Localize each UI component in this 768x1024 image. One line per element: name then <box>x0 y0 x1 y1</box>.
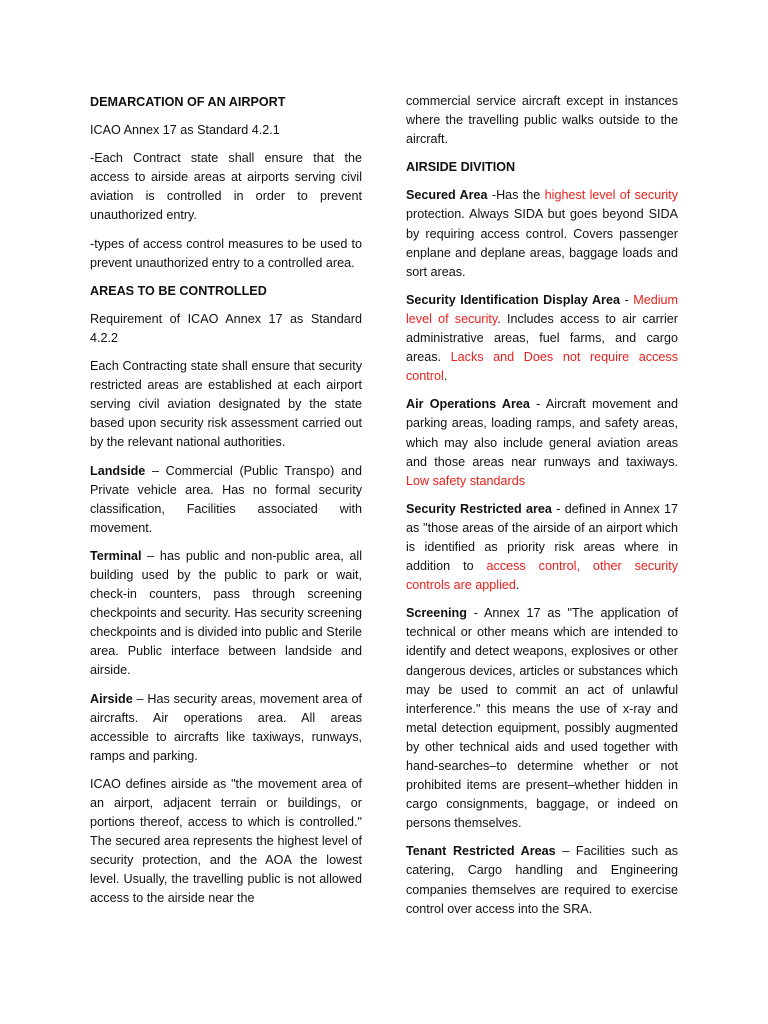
term-aoa: Air Operations Area <box>406 397 530 412</box>
term-screening: Screening <box>406 606 467 621</box>
term-terminal: Terminal <box>90 548 142 563</box>
paragraph-types-measures: -types of access control measures to be used to prevent unauthorized entry to a controlled area. <box>90 236 362 270</box>
paragraph-secured-area <box>406 186 678 281</box>
heading-airside-division: AIRSIDE DIVITION <box>406 160 516 175</box>
paragraph-screening <box>406 604 678 833</box>
term-airside: Airside <box>90 691 133 706</box>
screening-description: - Annex 17 as "The application of technical or other means which are intended to identify and detect weapons, explosives or other dangerous devices, articles or substances which may be used to commit an act of unlawful interference." this means the use of x-ray and metal detection equipment, possibly augmented by other technical aids and used together with hand-searches–to determine whether or not prohibited items are present–whether hidden in cargo consignments, baggage, or indeed on persons themselves. <box>406 606 678 831</box>
paragraph-icao-422: Requirement of ICAO Annex 17 as Standard 4.2.2 <box>90 311 362 345</box>
left-column <box>90 0 362 909</box>
paragraph-sida <box>406 291 678 386</box>
term-secured-area: Secured Area <box>406 188 488 203</box>
paragraph-sra <box>406 500 678 595</box>
sida-dash: - <box>619 292 634 307</box>
term-sra: Security Restricted area <box>406 501 552 516</box>
icao-standard-421: ICAO Annex 17 as Standard 4.2.1 <box>90 123 280 138</box>
paragraph-contract-state: -Each Contract state shall ensure that the access to airside areas at airports serving civil aviation is controlled in order to prevent unauthorized entry. <box>90 151 362 223</box>
sida-description: . Includes access to air carrier administrative areas, fuel farms, and cargo areas. <box>406 311 679 365</box>
aoa-description: - Aircraft movement and parking areas, loading ramps, and safety areas, which may also include general aviation areas and those areas near runways and taxiways. <box>406 397 679 469</box>
airside-description: – Has security areas, movement area of aircrafts. Air operations area. All areas accessible to aircrafts like taxiways, runways, ramps and parking. <box>90 691 362 763</box>
secured-description: protection. Always SIDA but goes beyond SIDA by requiring access control. Covers passenger enplane and deplane areas, baggage loads and sort areas. <box>406 207 678 279</box>
paragraph-aoa <box>406 395 678 490</box>
right-column <box>406 0 678 919</box>
sra-description: - defined in Annex 17 as "those areas of the airside of an airport which is identified as priority risk areas where in addition to <box>406 501 678 574</box>
term-sida: Security Identification Display Area <box>406 292 620 307</box>
paragraph-airside <box>90 690 362 766</box>
paragraph-landside <box>90 462 362 538</box>
sida-highlight-level: Medium level of security <box>406 292 679 326</box>
sida-end: . <box>443 369 448 384</box>
paragraph-tenant <box>406 842 678 918</box>
sra-highlight: access control, other security controls are applied <box>406 559 678 593</box>
secured-highlight: highest level of security <box>544 188 679 203</box>
heading-areas-controlled: AREAS TO BE CONTROLLED <box>90 283 267 298</box>
aoa-highlight: Low safety standards <box>406 473 526 488</box>
paragraph-contracting-state: Each Contracting state shall ensure that security restricted areas are established at each airport serving civil aviation designated by the state based upon security risk assessment carried out by the relevant national authorities. <box>90 359 362 450</box>
term-tenant: Tenant Restricted Areas <box>406 844 556 859</box>
heading-demarcation: DEMARCATION OF AN AIRPORT <box>90 95 286 109</box>
tenant-description: – Facilities such as catering, Cargo handling and Engineering companies themselves are required to exercise control over access into the SRA. <box>406 844 678 916</box>
paragraph-terminal <box>90 547 362 681</box>
paragraph-continuation: commercial service aircraft except in instances where the travelling public walks outside to the aircraft. <box>406 94 678 147</box>
terminal-description: – has public and non-public area, all building used by the public to park or wait, check-in counters, pass through screening checkpoints and security. Has security screening checkpoints and is divided into public and Sterile area. Public interface between landside and airside. <box>90 548 362 678</box>
sida-highlight-access: Lacks and Does not require access control <box>406 350 678 384</box>
landside-description: – Commercial (Public Transpo) and Private vehicle area. Has no formal security classification, Facilities associated with movement. <box>90 463 362 535</box>
sra-end: . <box>515 578 520 593</box>
paragraph-icao-defines: ICAO defines airside as "the movement area of an airport, adjacent terrain or buildings, or portions thereof, access to which is controlled." The secured area represents the highest level of security protection, and the AOA the lowest level. Usually, the travelling public is not allowed access to the airside near the <box>90 776 362 906</box>
secured-pre: -Has the <box>487 188 545 203</box>
term-landside: Landside <box>90 463 146 478</box>
